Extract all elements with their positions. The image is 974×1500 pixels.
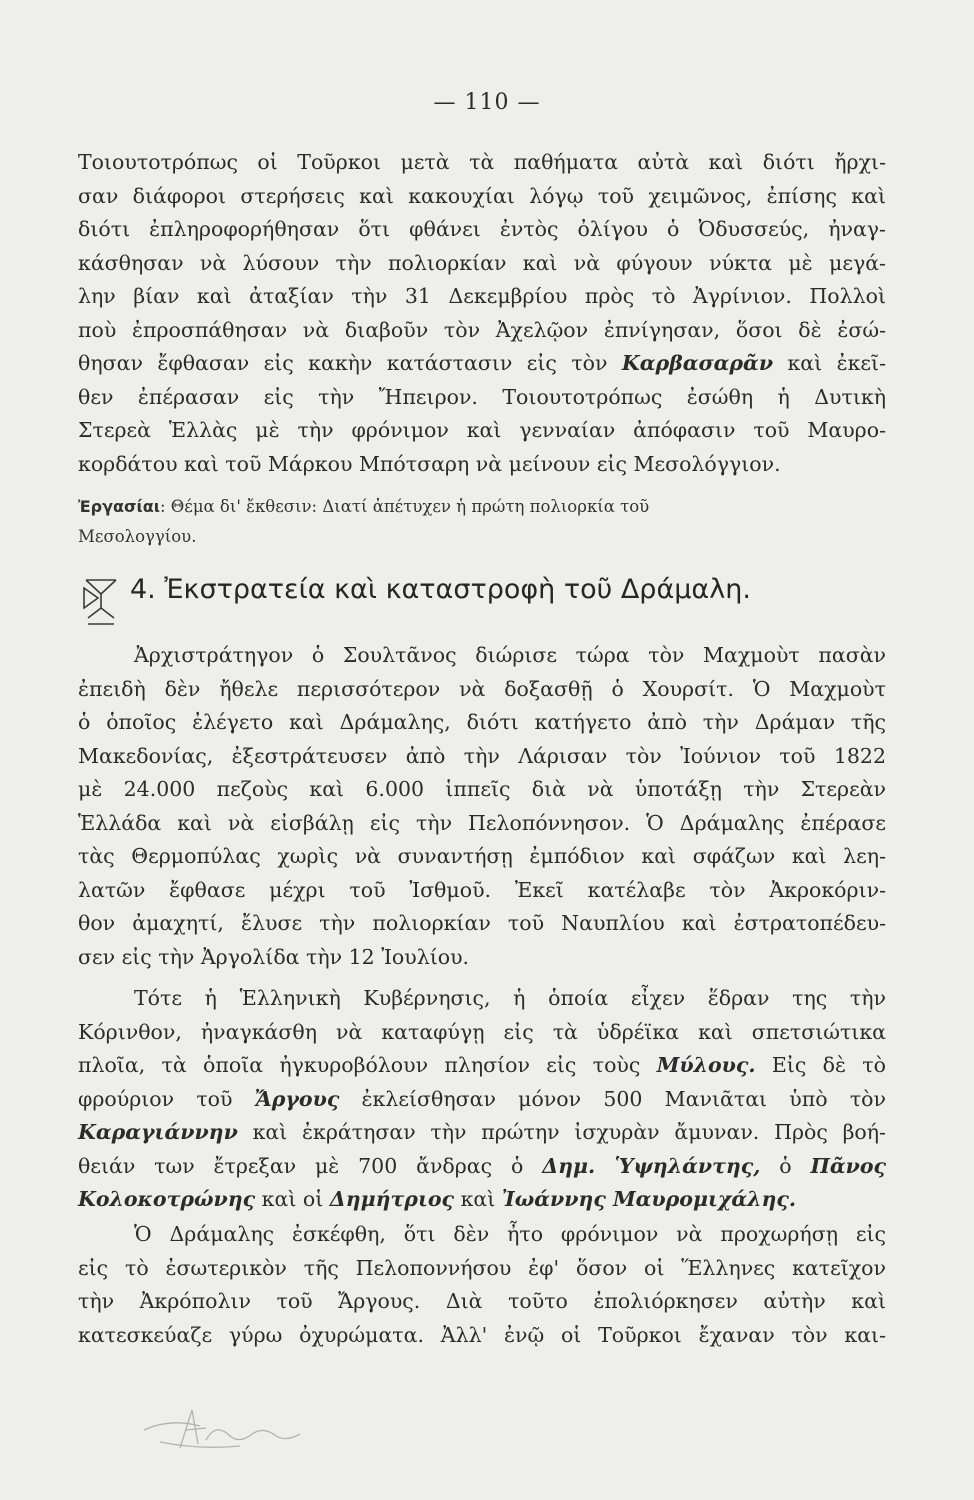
- text-line: Ἑλλάδα καὶ νὰ εἰσβάλῃ εἰς τὴν Πελοπόννησον. Ὁ Δράμαλης ἐπέρασε: [78, 810, 886, 835]
- section-title: [130, 574, 751, 605]
- text-line: θον ἀμαχητί, ἔλυσε τὴν πολιορκίαν τοῦ Ναυπλίου καὶ ἐστρατοπέδευ-: [78, 911, 886, 935]
- text-line: κατεσκεύαζε γύρω ὀχυρώματα. Ἀλλ' ἐνῷ οἱ Τοῦρκοι ἔχαναν τὸν και-: [78, 1322, 886, 1347]
- text-segment: καὶ: [460, 1187, 496, 1211]
- exercise-label: Ἐργασίαι: [78, 497, 160, 516]
- text-segment: Εἰς δὲ τὸ: [771, 1053, 886, 1077]
- text-line: Τοιουτοτρόπως οἱ Τοῦρκοι μετὰ τὰ παθήματα αὐτὰ καὶ διότι ἤρχι-: [78, 150, 886, 174]
- text-line: Στερεὰ Ἑλλὰς μὲ τὴν φρόνιμον καὶ γενναίαν ἀπόφασιν τοῦ Μαυρο-: [78, 418, 886, 442]
- text-line: ὁ ὁποῖος ἐλέγετο καὶ Δράμαλης, διότι κατήγετο ἀπὸ τὴν Δράμαν τῆς: [78, 710, 886, 734]
- text-segment: πλοῖα, τὰ ὁποῖα ἠγκυροβόλουν πλησίον εἰς τοὺς: [78, 1053, 641, 1077]
- text-line: λην βίαν καὶ ἀταξίαν τὴν 31 Δεκεμβρίου πρὸς τὸ Ἀγρίνιον. Πολλοὶ: [78, 284, 886, 308]
- text-line: τὰς Θερμοπύλας χωρὶς νὰ συναντήσῃ ἐμπόδιον καὶ σφάζων καὶ λεη-: [78, 844, 886, 868]
- text-line: [78, 1049, 886, 1083]
- text-line: κορδάτου καὶ τοῦ Μάρκου Μπότσαρη νὰ μείνουν εἰς Μεσολόγγιον.: [78, 451, 781, 476]
- text-line: Τότε ἡ Ἑλληνικὴ Κυβέρνησις, ἡ ὁποία εἶχεν ἕδραν της τὴν: [134, 986, 886, 1010]
- emphasis-name: Κολοκοτρώνης: [78, 1187, 256, 1211]
- text-line: [78, 1083, 886, 1117]
- text-segment: καὶ ἐκεῖ-: [787, 351, 887, 375]
- emphasis-name: Πᾶνος: [810, 1153, 886, 1178]
- text-line: [78, 347, 886, 381]
- text-line: μὲ 24.000 πεζοὺς καὶ 6.000 ἱππεῖς διὰ νὰ ὑποτάξῃ τὴν Στερεὰν: [78, 777, 886, 801]
- handwritten-signature-icon: [140, 1400, 310, 1460]
- exercise-text: : Θέμα δι' ἔκθεσιν: Διατί ἀπέτυχεν ἡ πρώτη πολιορκία τοῦ: [159, 497, 650, 516]
- text-segment: ἐκλείσθησαν μόνον 500 Μανιᾶται ὑπὸ τὸν: [361, 1086, 886, 1111]
- exercise-note: [78, 492, 886, 552]
- paragraph-4: [78, 1218, 886, 1352]
- text-line: διότι ἐπληροφορήθησαν ὅτι φθάνει ἐντὸς ὀλίγου ὁ Ὀδυσσεύς, ἠναγ-: [78, 217, 886, 241]
- text-line: Ἀρχιστράτηγον ὁ Σουλτᾶνος διώρισε τώρα τὸν Μαχμοὺτ πασὰν: [134, 643, 886, 667]
- text-line: [78, 1183, 886, 1217]
- text-line: [78, 1116, 886, 1150]
- text-segment: θησαν ἔφθασαν εἰς κακὴν κατάστασιν εἰς τὸν: [78, 351, 608, 375]
- text-segment: καὶ ἐκράτησαν τὴν πρώτην ἰσχυρὰν ἄμυναν. Πρὸς βοή-: [252, 1120, 886, 1144]
- exercise-line: Μεσολογγίου.: [78, 527, 197, 546]
- text-line: σεν εἰς τὴν Ἀργολίδα τὴν 12 Ἰουλίου.: [78, 944, 470, 969]
- text-line: λατῶν ἔφθασε μέχρι τοῦ Ἰσθμοῦ. Ἐκεῖ κατέλαβε τὸν Ἀκροκόριν-: [78, 877, 886, 902]
- text-segment: καὶ οἱ: [261, 1187, 324, 1211]
- text-line: Κόρινθον, ἠναγκάσθη νὰ καταφύγῃ εἰς τὰ ὑδρέϊκα καὶ σπετσιώτικα: [78, 1019, 886, 1044]
- text-line: εἰς τὸ ἐσωτερικὸν τῆς Πελοποννήσου ἐφ' ὅσον οἱ Ἕλληνες κατεῖχον: [78, 1255, 886, 1280]
- text-line: κάσθησαν νὰ λύσουν τὴν πολιορκίαν καὶ νὰ φύγουν νύκτα μὲ μεγά-: [78, 250, 886, 275]
- cross-ornament-icon: [78, 574, 124, 626]
- text-line: θεν ἐπέρασαν εἰς τὴν Ἤπειρον. Τοιουτοτρόπως ἐσώθη ἡ Δυτικὴ: [78, 384, 886, 409]
- paragraph-3: [78, 982, 886, 1217]
- text-line: Μακεδονίας, ἐξεστράτευσεν ἀπὸ τὴν Λάρισαν τὸν Ἰούνιον τοῦ 1822: [78, 743, 886, 768]
- text-segment: ὁ: [779, 1153, 792, 1178]
- text-line: ποὺ ἐπροσπάθησαν νὰ διαβοῦν τὸν Ἀχελῷον ἐπνίγησαν, ὅσοι δὲ ἐσώ-: [78, 317, 886, 342]
- text-line: τὴν Ἀκρόπολιν τοῦ Ἄργους. Διὰ τοῦτο ἐπολιόρκησεν αὐτὴν καὶ: [78, 1289, 886, 1313]
- section-title-text: Ἐκστρατεία καὶ καταστροφὴ τοῦ Δράμαλη.: [164, 574, 751, 605]
- page-number: — 110 —: [433, 90, 541, 115]
- emphasis-name: Δημήτριος: [329, 1187, 455, 1211]
- section-number: 4.: [130, 574, 156, 605]
- place-name-italic: Καρβασαρᾶν: [621, 351, 774, 375]
- exercise-line: [78, 492, 886, 522]
- text-line: [78, 1150, 886, 1184]
- emphasis-name: Καραγιάννην: [78, 1120, 238, 1144]
- paragraph-2: [78, 639, 886, 974]
- text-line: σαν διάφοροι στερήσεις καὶ κακουχίαι λόγῳ τοῦ χειμῶνος, ἐπίσης καὶ: [78, 183, 886, 208]
- emphasis-name: Δημ. Ὑψηλάντης,: [542, 1153, 761, 1178]
- emphasis-name: Μύλους.: [656, 1053, 756, 1077]
- section-heading: [78, 572, 886, 618]
- text-line: Ὁ Δράμαλης ἐσκέφθη, ὅτι δὲν ἦτο φρόνιμον νὰ προχωρήσῃ εἰς: [134, 1222, 886, 1246]
- emphasis-name: Ἰωάννης Μαυρομιχάλης.: [501, 1187, 797, 1211]
- emphasis-name: Ἄργους: [254, 1086, 340, 1111]
- text-segment: θειάν των ἔτρεξαν μὲ 700 ἄνδρας ὁ: [78, 1153, 524, 1178]
- text-segment: φρούριον τοῦ: [78, 1086, 233, 1111]
- paragraph-1: [78, 146, 886, 481]
- text-line: ἐπειδὴ δὲν ἤθελε περισσότερον νὰ δοξασθῇ ὁ Χουρσίτ. Ὁ Μαχμοὺτ: [78, 676, 886, 701]
